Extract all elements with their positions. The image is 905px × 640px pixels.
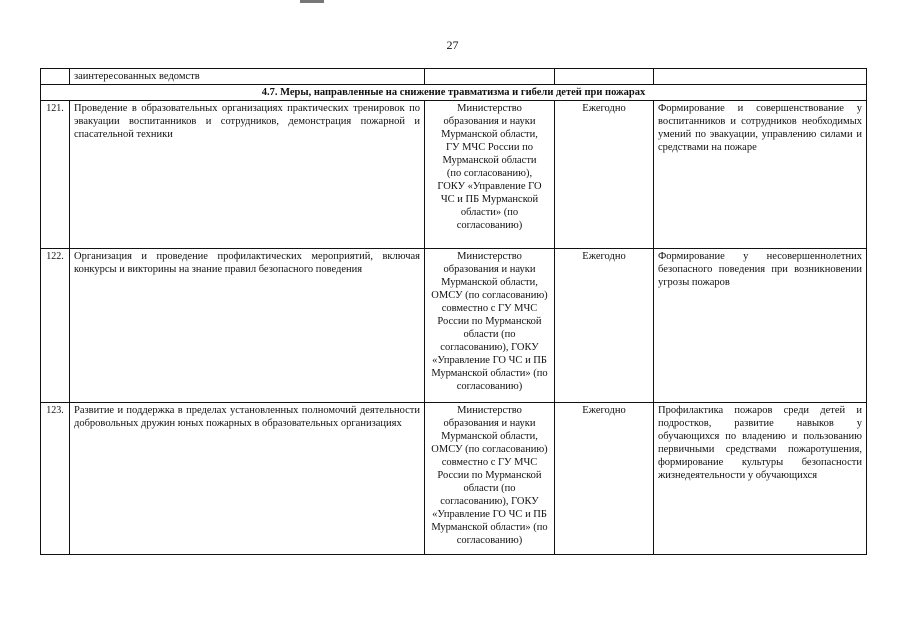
- executor-line: образования и науки: [443, 116, 536, 127]
- section-heading-row: [41, 85, 867, 101]
- term-cell: Ежегодно: [555, 403, 654, 555]
- executor-line: ОМСУ (по согласованию): [431, 444, 548, 455]
- executor-line: ОМСУ (по согласованию): [431, 290, 548, 301]
- continuation-text: заинтересованных ведомств: [70, 69, 425, 85]
- executor-line: образования и науки: [443, 418, 536, 429]
- row-number: 121.: [41, 101, 70, 249]
- executor-line: согласованию): [456, 535, 523, 546]
- row-number: 122.: [41, 249, 70, 403]
- executor-line: ЧС и ПБ Мурманской: [440, 194, 539, 205]
- executor-line: России по Мурманской: [437, 470, 542, 481]
- executor-line: Министерство: [457, 251, 522, 262]
- executor-line: Министерство: [457, 103, 522, 114]
- executor-line: Министерство: [457, 405, 522, 416]
- measure-text: Проведение в образовательных организациях практических тренировок по эвакуации воспитанников и сотрудников, демонстрация пожарной и спасательной техники: [70, 101, 425, 249]
- result-text: Формирование и совершенствование у воспитанников и сотрудников необходимых умений по эвакуации, управлению силами и средствами на пожаре: [654, 101, 867, 249]
- executor-line: области» (по: [460, 207, 519, 218]
- executor-line: Мурманской области,: [441, 129, 538, 140]
- result-text: Профилактика пожаров среди детей и подростков, развитие навыков у обучающихся по владению и пользованию первичными средствами пожаротушения, формирование культуры безопасности жизнедеятельности у обучающихся: [654, 403, 867, 555]
- measure-text: Организация и проведение профилактических мероприятий, включая конкурсы и викторины на знание правил безопасного поведения: [70, 249, 425, 403]
- continuation-result-cell: [654, 69, 867, 85]
- table-row: [41, 249, 867, 403]
- table-row: [41, 101, 867, 249]
- continuation-term-cell: [555, 69, 654, 85]
- executor-line: совместно с ГУ МЧС: [441, 457, 538, 468]
- executor-line: Мурманской области» (по: [431, 368, 548, 379]
- section-title: 4.7. Меры, направленные на снижение травматизма и гибели детей при пожарах: [41, 85, 867, 101]
- result-text: Формирование у несовершеннолетних безопасного поведения при возникновении угрозы пожаров: [654, 249, 867, 403]
- executor-line: Мурманской области,: [441, 431, 538, 442]
- executor-line: области (по: [463, 329, 516, 340]
- executor-line: ГУ МЧС России по: [445, 142, 534, 153]
- executor-line: ГОКУ «Управление ГО: [437, 181, 542, 192]
- executor-line: Мурманской области,: [441, 277, 538, 288]
- table-row: [41, 403, 867, 555]
- executor-line: России по Мурманской: [437, 316, 542, 327]
- executor-line: согласованию): [456, 381, 523, 392]
- executor-line: образования и науки: [443, 264, 536, 275]
- continuation-row: [41, 69, 867, 85]
- measures-table: [40, 68, 867, 555]
- top-edge-mark: [300, 0, 324, 3]
- executor-line: Мурманской области» (по: [431, 522, 548, 533]
- executor-line: согласованию), ГОКУ: [440, 342, 539, 353]
- executor-line: совместно с ГУ МЧС: [441, 303, 538, 314]
- executors-cell: [425, 101, 555, 249]
- page-number: 27: [446, 38, 459, 52]
- executors-cell: [425, 403, 555, 555]
- executor-line: (по согласованию),: [446, 168, 533, 179]
- executor-line: согласованию), ГОКУ: [440, 496, 539, 507]
- executor-line: согласованию): [456, 220, 523, 231]
- continuation-exec-cell: [425, 69, 555, 85]
- term-cell: Ежегодно: [555, 249, 654, 403]
- term-cell: Ежегодно: [555, 101, 654, 249]
- executor-line: «Управление ГО ЧС и ПБ: [432, 355, 547, 366]
- executors-cell: [425, 249, 555, 403]
- row-number: 123.: [41, 403, 70, 555]
- executor-line: Мурманской области: [442, 155, 537, 166]
- executor-line: «Управление ГО ЧС и ПБ: [432, 509, 547, 520]
- executor-line: области (по: [463, 483, 516, 494]
- continuation-num-cell: [41, 69, 70, 85]
- measure-text: Развитие и поддержка в пределах установленных полномочий деятельности добровольных дружин юных пожарных в образовательных организациях: [70, 403, 425, 555]
